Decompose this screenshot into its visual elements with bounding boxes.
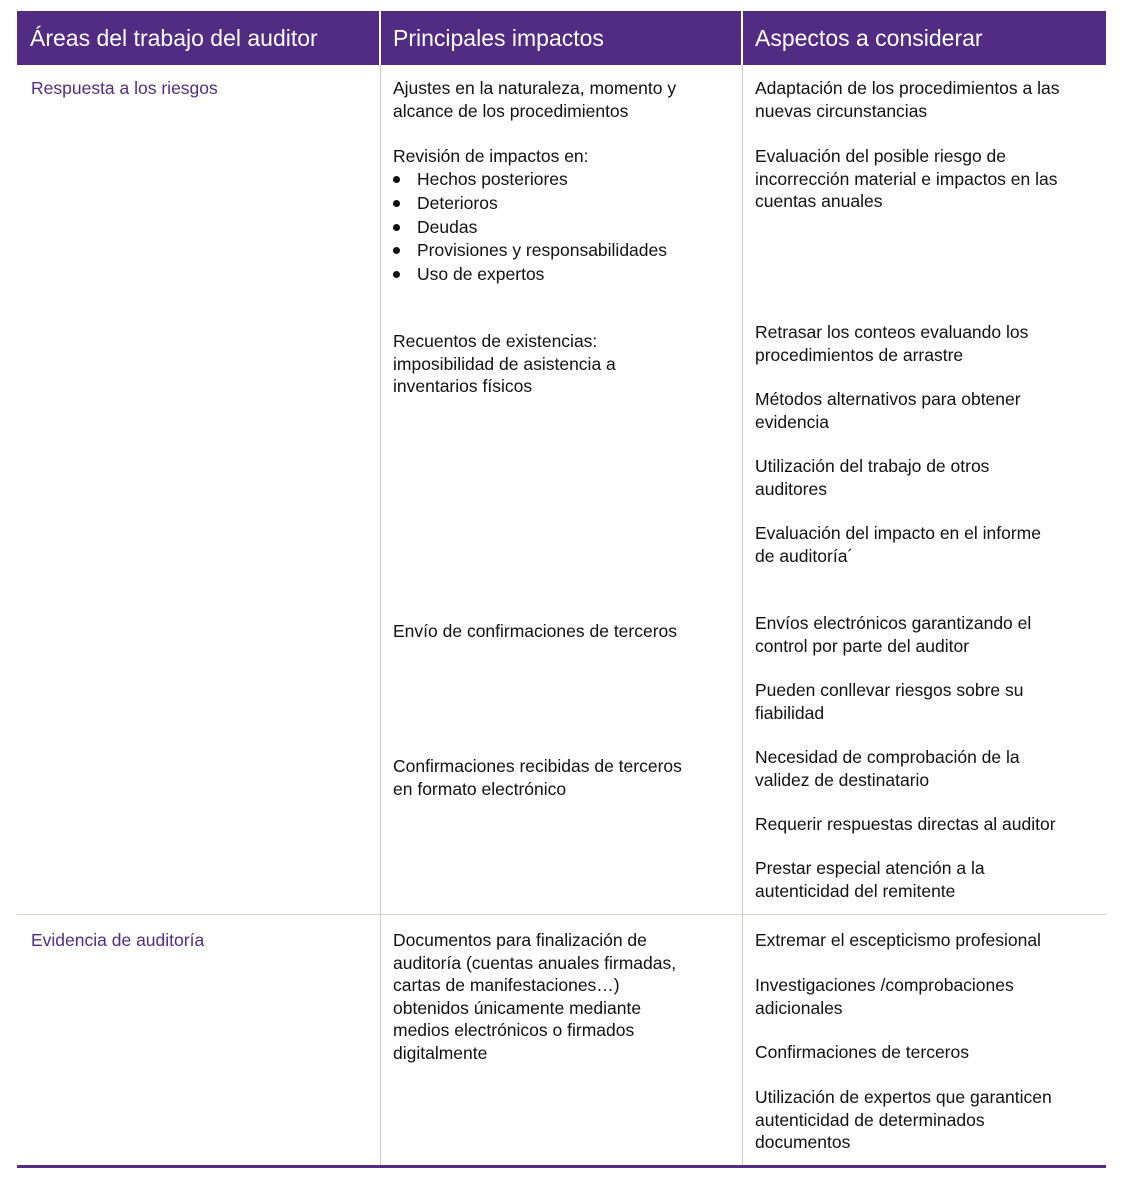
impact-revision-intro: Revisión de impactos en: (393, 146, 589, 166)
text-line: control por parte del auditor (755, 635, 970, 656)
header-impacts: Principales impactos (393, 25, 604, 51)
text-line: auditoría (cuentas anuales firmadas, (393, 952, 677, 973)
aspect-metodos-alternativos (755, 388, 1021, 433)
aspect-envios-electronicos (755, 612, 1031, 657)
bullet-icon (393, 176, 400, 183)
text-line: alcance de los procedimientos (393, 100, 629, 121)
text-line: Documentos para finalización de (393, 930, 647, 950)
impact-ajustes (393, 77, 676, 122)
text-line: validez de destinatario (755, 769, 930, 790)
text-line: Necesidad de comprobación de la (755, 747, 1020, 767)
aspect-comprobacion-destinatario (755, 746, 1020, 791)
audit-impacts-table (17, 11, 1106, 1168)
header-areas: Áreas del trabajo del auditor (30, 25, 318, 51)
list-item (393, 168, 713, 191)
bullet-icon (393, 224, 400, 231)
text-line: procedimientos de arrastre (755, 344, 964, 365)
text-line: Requerir respuestas directas al auditor (755, 814, 1056, 834)
aspect-evaluacion-riesgo (755, 145, 1058, 213)
header-divider (379, 11, 381, 65)
text-line: imposibilidad de asistencia a (393, 353, 616, 374)
text-line: Recuentos de existencias: (393, 331, 598, 351)
text-line: inventarios físicos (393, 376, 533, 396)
column-divider (380, 65, 381, 1165)
area-respuesta-riesgos: Respuesta a los riesgos (31, 78, 218, 98)
aspect-riesgos-fiabilidad (755, 679, 1024, 724)
bullet-icon (393, 247, 400, 254)
header-divider (741, 11, 743, 65)
text-line: nuevas circunstancias (755, 100, 928, 121)
text-line: Uso de expertos (417, 264, 545, 284)
text-line: Hechos posteriores (417, 169, 568, 189)
text-line: Confirmaciones recibidas de terceros (393, 756, 682, 776)
text-line: Extremar el escepticismo profesional (755, 930, 1041, 950)
text-line: Deterioros (417, 193, 498, 213)
text-line: Adaptación de los procedimientos a las (755, 78, 1060, 98)
text-line: Evaluación del impacto en el informe (755, 523, 1041, 543)
text-line: de auditoría´ (755, 545, 854, 566)
column-divider (742, 65, 743, 1165)
bullet-icon (393, 200, 400, 207)
area-evidencia-auditoria: Evidencia de auditoría (31, 930, 205, 950)
row-divider (17, 914, 1106, 915)
text-line: Investigaciones /comprobaciones (755, 975, 1014, 995)
impact-documentos-finalizacion (393, 929, 676, 1064)
text-line: obtenidos únicamente mediante (393, 997, 642, 1018)
text-line: fiabilidad (755, 702, 825, 723)
impact-envio-confirmaciones: Envío de confirmaciones de terceros (393, 621, 678, 641)
text-line: Confirmaciones de terceros (755, 1042, 969, 1062)
text-line: digitalmente (393, 1042, 488, 1063)
aspect-adaptacion (755, 77, 1060, 122)
aspect-investigaciones (755, 974, 1014, 1019)
text-line: adicionales (755, 997, 843, 1018)
aspect-retrasar-conteos (755, 321, 1028, 366)
table-header (17, 11, 1106, 65)
text-line: Evaluación del posible riesgo de (755, 146, 1006, 166)
text-line: documentos (755, 1132, 851, 1152)
impact-confirmaciones-electronicas (393, 755, 682, 800)
text-line: Utilización de expertos que garanticen (755, 1087, 1052, 1107)
aspect-respuestas-directas (755, 813, 1056, 836)
text-line: incorrección material e impactos en las (755, 168, 1058, 189)
text-line: auditores (755, 478, 827, 499)
list-item (393, 216, 713, 239)
aspect-trabajo-otros (755, 455, 989, 500)
aspect-confirmaciones-terceros (755, 1041, 969, 1064)
text-line: Retrasar los conteos evaluando los (755, 322, 1029, 342)
text-line: evidencia (755, 411, 829, 432)
bullet-icon (393, 271, 400, 278)
list-item (393, 192, 713, 215)
text-line: Envíos electrónicos garantizando el (755, 613, 1032, 633)
text-line: Utilización del trabajo de otros (755, 456, 990, 476)
text-line: cuentas anuales (755, 191, 883, 211)
text-line: Pueden conllevar riesgos sobre su (755, 680, 1024, 700)
text-line: Provisiones y responsabilidades (417, 240, 667, 260)
text-line: Métodos alternativos para obtener (755, 389, 1021, 409)
text-line: autenticidad de determinados (755, 1109, 985, 1130)
text-line: en formato electrónico (393, 778, 567, 799)
aspect-utilizacion-expertos (755, 1086, 1052, 1154)
table-bottom-border (17, 1165, 1106, 1168)
text-line: Deudas (417, 217, 478, 237)
text-line: Prestar especial atención a la (755, 858, 985, 878)
text-line: autenticidad del remitente (755, 880, 956, 901)
impact-recuentos (393, 330, 616, 398)
list-item (393, 263, 713, 286)
list-item (393, 239, 713, 262)
header-aspects: Aspectos a considerar (755, 25, 983, 51)
text-line: medios electrónicos o firmados (393, 1020, 635, 1040)
text-line: cartas de manifestaciones…) (393, 975, 620, 995)
aspect-impacto-informe (755, 522, 1041, 567)
aspect-escepticismo (755, 929, 1041, 952)
text-line: Ajustes en la naturaleza, momento y (393, 78, 677, 98)
aspect-autenticidad-remitente (755, 857, 985, 902)
